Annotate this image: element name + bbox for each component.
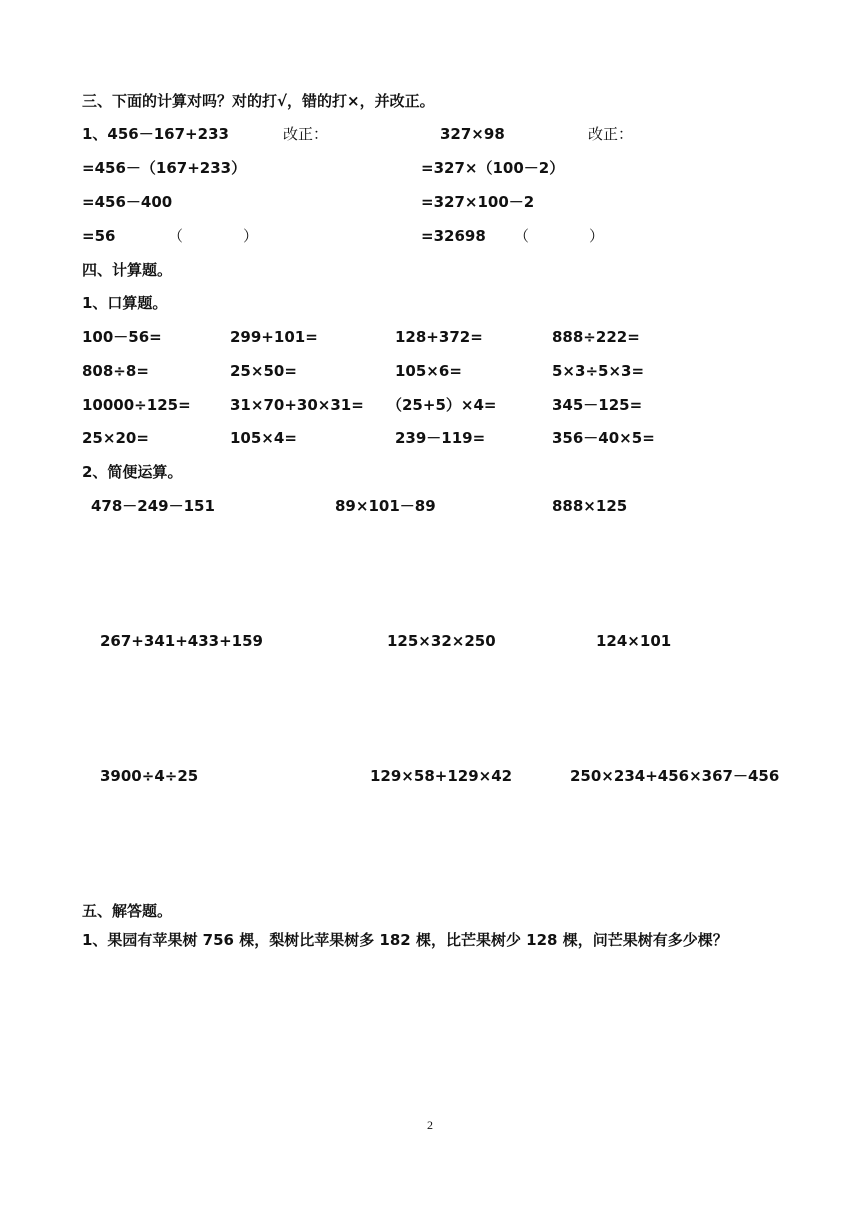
oral-item: 25×20= [82, 429, 149, 447]
simple-item: 250×234+456×367－456 [570, 767, 780, 785]
problem1-right: 327×98 [440, 125, 505, 143]
oral-item: 299+101= [230, 328, 318, 346]
step-right-2: =327×100－2 [421, 193, 535, 211]
step-left-3: =56 [82, 227, 116, 245]
correction-label-right: 改正： [588, 125, 634, 143]
oral-item: 888÷222= [552, 328, 640, 346]
step-left-2: =456－400 [82, 193, 173, 211]
answer-blank-left[interactable]: （ ） [168, 227, 259, 245]
simple-item: 129×58+129×42 [370, 767, 513, 785]
oral-item: 31×70+30×31= [230, 396, 364, 414]
simple-item: 478－249－151 [91, 497, 215, 515]
simple-item: 267+341+433+159 [100, 632, 263, 650]
oral-item: 5×3÷5×3= [552, 362, 645, 380]
simple-item: 89×101－89 [335, 497, 436, 515]
oral-item: 356－40×5= [552, 429, 655, 447]
answer-blank-right[interactable]: （ ） [514, 227, 605, 245]
word-problem-1: 1、果园有苹果树 756 棵，梨树比苹果树多 182 棵，比芒果树少 128 棵，问芒果树有多少棵？ [82, 931, 728, 949]
oral-item: 100－56= [82, 328, 162, 346]
simple-heading: 2、简便运算。 [82, 463, 183, 481]
correction-label-left: 改正： [283, 125, 329, 143]
oral-heading: 1、口算题。 [82, 294, 168, 312]
section4-heading: 四、计算题。 [82, 261, 173, 279]
step-right-3: =32698 [421, 227, 486, 245]
oral-item: 105×4= [230, 429, 297, 447]
step-right-1: =327×（100－2） [421, 159, 565, 177]
page-number: 2 [427, 1118, 433, 1132]
oral-item: 105×6= [395, 362, 462, 380]
oral-item: 808÷8= [82, 362, 149, 380]
oral-item: （25+5）×4= [387, 396, 497, 414]
simple-item: 125×32×250 [387, 632, 496, 650]
simple-item: 124×101 [596, 632, 672, 650]
section3-heading: 三、下面的计算对吗？对的打√，错的打×，并改正。 [82, 92, 435, 110]
oral-item: 128+372= [395, 328, 483, 346]
problem1-left: 1、456－167+233 [82, 125, 229, 143]
step-left-1: =456－（167+233） [82, 159, 247, 177]
oral-item: 239－119= [395, 429, 486, 447]
section5-heading: 五、解答题。 [82, 902, 173, 920]
simple-item: 3900÷4÷25 [100, 767, 199, 785]
simple-item: 888×125 [552, 497, 628, 515]
oral-item: 25×50= [230, 362, 297, 380]
oral-item: 345－125= [552, 396, 643, 414]
oral-item: 10000÷125= [82, 396, 191, 414]
